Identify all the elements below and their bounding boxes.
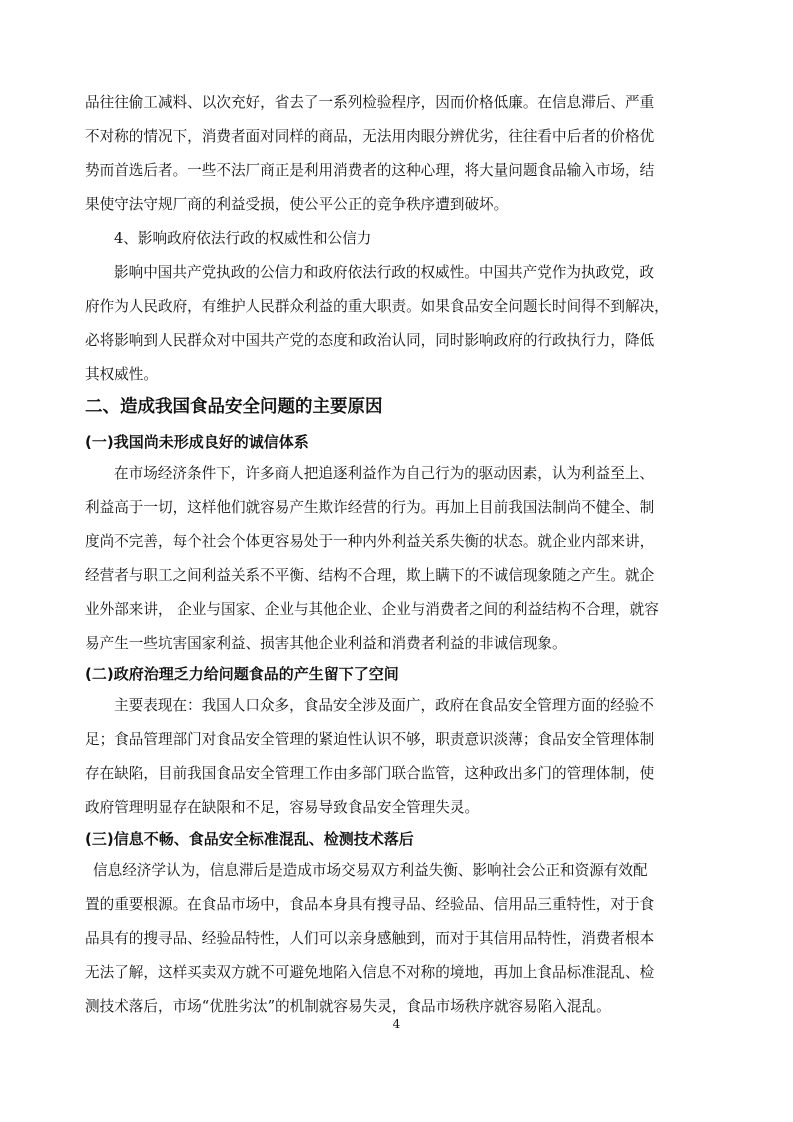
body-text-line: 果使守法守规厂商的利益受损，使公平公正的竞争秩序遭到破坏。 (85, 196, 509, 213)
page-number: 4 (392, 1017, 401, 1031)
section-heading: 二、造成我国食品安全问题的主要原因 (85, 397, 383, 417)
body-text-line: 品往往偷工减料、以次充好，省去了一系列检验程序，因而价格低廉。在信息滞后、严重 (85, 94, 655, 111)
body-text-line: 信息经济学认为，信息滞后是造成市场交易双方利益失衡、影响社会公正和资源有效配 (93, 862, 648, 879)
body-text-line: 主要表现在：我国人口众多，食品安全涉及面广，政府在食品安全管理方面的经验不 (114, 697, 654, 714)
body-text-line: 必将影响到人民群众对中国共产党的态度和政治认同，同时影响政府的行政执行力，降低 (85, 332, 655, 349)
subsection-heading: (一)我国尚未形成良好的诚信体系 (85, 433, 309, 451)
body-text-line: 其权威性。 (85, 366, 158, 383)
body-text-line: 测技术落后，市场“优胜劣汰”的机制就容易失灵，食品市场秩序就容易陷入混乱。 (85, 998, 611, 1015)
body-text-line: 置的重要根源。在食品市场中，食品本身具有搜寻品、经验品、信用品三重特性，对于食 (85, 896, 655, 913)
body-text-line: 利益高于一切，这样他们就容易产生欺诈经营的行为。再加上目前我国法制尚不健全、制 (85, 499, 655, 516)
body-text-line: 易产生一些坑害国家利益、损害其他企业利益和消费者利益的非诚信现象。 (85, 635, 567, 652)
body-text-line: 政府管理明显存在缺限和不足，容易导致食品安全管理失灵。 (85, 799, 480, 816)
body-text-line: 势而首选后者。一些不法厂商正是利用消费者的这种心理，将大量问题食品输入市场，结 (85, 162, 655, 179)
numbered-item-heading: 4、影响政府依法行政的权威性和公信力 (114, 230, 372, 247)
body-text-line: 品具有的搜寻品、经验品特性，人们可以亲身感触到，而对于其信用品特性，消费者根本 (85, 930, 655, 947)
body-text-line: 在市场经济条件下，许多商人把追逐利益作为自己行为的驱动因素，认为利益至上、 (114, 465, 654, 482)
body-text-line: 存在缺陷，目前我国食品安全管理工作由多部门联合监管，这种政出多门的管理体制，使 (85, 765, 655, 782)
body-text-line: 府作为人民政府，有维护人民群众利益的重大职责。如果食品安全问题长时间得不到解决， (85, 298, 669, 315)
subsection-heading: (二)政府治理乏力给问题食品的产生留下了空间 (85, 665, 399, 683)
body-text-line: 不对称的情况下，消费者面对同样的商品，无法用肉眼分辨优劣，往往看中后者的价格优 (85, 128, 655, 145)
body-text-line: 影响中国共产党执政的公信力和政府依法行政的权威性。中国共产党作为执政党，政 (114, 264, 654, 281)
body-text-line: 度尚不完善，每个社会个体更容易处于一种内外利益关系失衡的状态。就企业内部来讲， (85, 533, 655, 550)
body-text-line: 经营者与职工之间利益关系不平衡、结构不合理，欺上瞒下的不诚信现象随之产生。就企 (85, 567, 655, 584)
body-text-line: 无法了解，这样买卖双方就不可避免地陷入信息不对称的境地，再加上食品标准混乱、检 (85, 964, 655, 981)
body-text-line: 业外部来讲， 企业与国家、企业与其他企业、企业与消费者之间的利益结构不合理，就容 (85, 601, 659, 618)
body-text-line: 足；食品管理部门对食品安全管理的紧迫性认识不够，职责意识淡薄；食品安全管理体制 (85, 731, 655, 748)
subsection-heading: (三)信息不畅、食品安全标准混乱、检测技术落后 (85, 830, 414, 848)
